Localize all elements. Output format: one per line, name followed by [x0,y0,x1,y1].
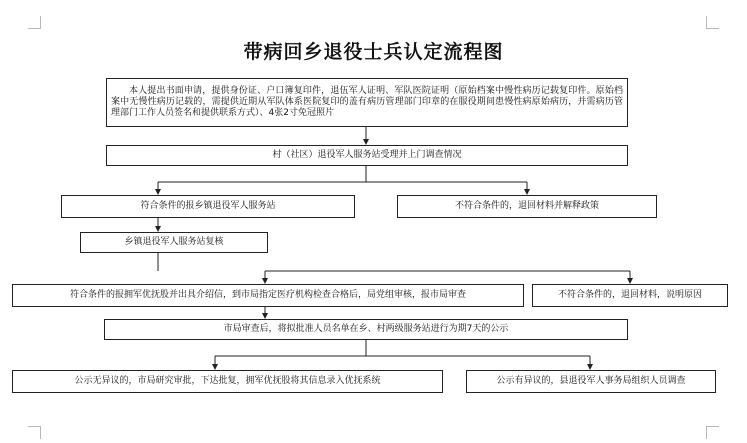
step-ineligible-return-1 [397,195,657,218]
step-ineligible-return-2-text: 不符合条件的，退回材料，说明原因 [557,290,702,300]
step-publicity-text: 市局审查后，将拟批准人员名单在乡、村两级服务站进行为期7天的公示 [223,324,509,334]
step-publicity [104,319,628,340]
step-objection-text: 公示有异议的，县退役军人事务局组织人员调查 [496,376,686,386]
step-apply [106,78,628,127]
step-ineligible-return-2 [532,284,728,307]
page-title: 带病回乡退役士兵认定流程图 [243,41,504,63]
step-objection [466,370,716,393]
step-eligible-to-bureau [12,284,524,307]
step-eligible-to-township [61,195,355,218]
step-no-objection-text: 公示无异议的，市局研究审批，下达批复，拥军优抚股将其信息录入优抚系统 [74,376,381,386]
step-village-accept [106,145,628,166]
step-eligible-to-bureau-text: 符合条件的报拥军优抚股并出具介绍信，到市局指定医疗机构检查合格后，局党组审核，报市局审查 [69,290,466,300]
step-township-review-text: 乡镇退役军人服务站复核 [124,237,224,247]
step-no-objection [12,370,443,393]
step-village-accept-text: 村（社区）退役军人服务站受理并上门调查情况 [272,150,462,160]
step-eligible-to-township-text: 符合条件的报乡镇退役军人服务站 [140,201,276,211]
step-apply-text: 本人提出书面申请，提供身份证、户口簿复印件，退伍军人证明、军队医院证明（原始档案中慢性病历记载复印件。原始档案中无慢性病历记载的，需提供近期从军队体系医院复印的盖有病历管理部门印章的在服役期间患慢性病原始病历，并需病历管理部门工作人员签名和提供联系方式）、4张2寸免冠照片 [111,86,623,118]
step-ineligible-return-1-text: 不符合条件的，退回材料并解释政策 [454,201,599,211]
step-township-review [80,232,268,253]
